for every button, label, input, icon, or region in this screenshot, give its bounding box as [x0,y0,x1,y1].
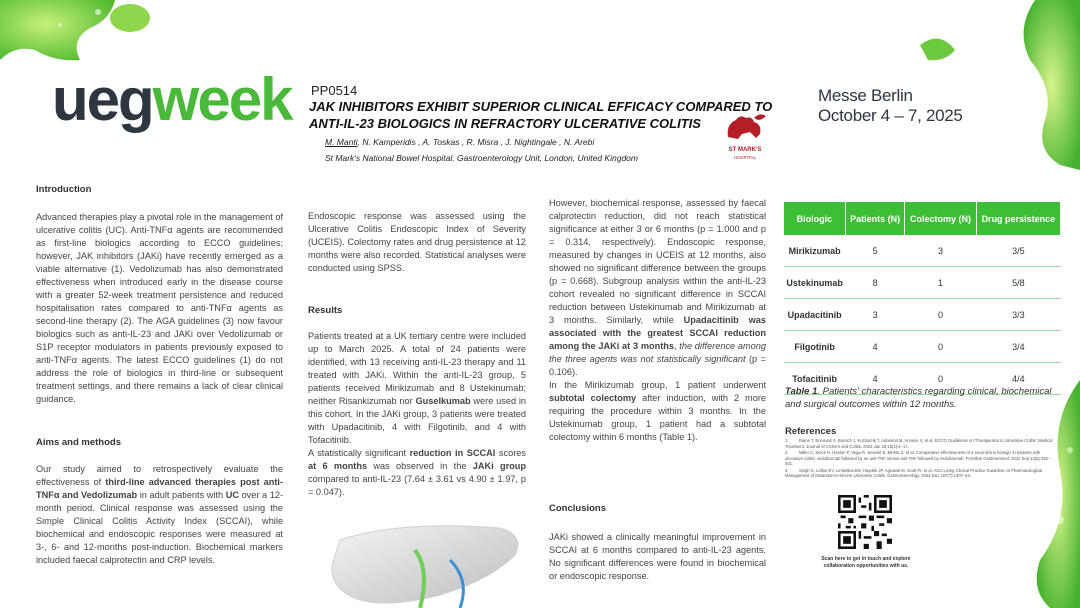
rc-bold-2: subtotal colectomy [549,393,637,403]
introduction-section [36,183,283,406]
conclusions-section [549,502,766,583]
table-header-cell: Biologic [784,202,845,235]
event-venue: Messe Berlin [818,86,913,105]
conclusions-text: JAKi showed a clinically meaningful improvement in SCCAI at 6 months compared to anti-IL-23 agents. No significant differences were found in biochemical or endoscopic response. [549,532,766,581]
poster-code: PP0514 [311,83,358,98]
results-text-4: scores [495,448,526,458]
qr-code-icon[interactable] [838,495,892,549]
ueg-week-logo [52,66,292,133]
reference-item: 1. Raine T, Bonovas S, Burisch J, Kucharzik T, Adamina M, Annese V, et al. ECCO Guidelines on Therapeutics in Ulcerative Colitis: Medical Treatment. Journal of Crohn's and Colitis. 2022 Jan 28;16(1):2–17. [785,438,1053,449]
table-row [784,331,1061,363]
presenting-author: M. Manti [325,137,358,147]
rc-bold-1: Upadacitinib was associated with the greatest SCCAI reduction among the JAKi at 3 months [549,315,766,351]
event-info [818,86,963,126]
table-cell: 3 [845,299,905,331]
table-cell: Upadacitinib [784,299,845,331]
st-marks-logo [720,112,770,158]
table-caption-label: Table 1 [785,386,818,397]
table-cell: Filgotinib [784,331,845,363]
introduction-text: Advanced therapies play a pivotal role in the management of ulcerative colitis (UC). Anti-TNFα agents are recommended as first-line biologics according to ECCO guidelines; however, JAK inhibitors (JAKi) have recently emerged as a viable alternative (1). Vedolizumab has also demonstrated effectiveness when introduced early in the disease course with a greater 52-week treatment persistence and reduced hospitalisation rates compared to anti-TNFα agents as second-line therapy (2). The AGA guidelines (3) now favour biologics such as anti-IL-23 and JAKi over Vedolizumab or S1P receptor modulators in patients previously exposed to anti-TNFα agents. The latest ECCO guidelines (1) do not address the role of biologics in third-line or subsequent treatment settings, and there remains a lack of clear clinical guidance. [36,212,283,404]
other-authors: , N. Kamperidis , A. Toskas , R. Misra , J. Nightingale , N. Arebi [357,137,595,147]
table-cell: Tofacitinib [784,363,845,395]
table-header-cell: Drug persistence [976,202,1060,235]
rc-text-2: , [674,341,680,351]
introduction-heading: Introduction [36,184,92,195]
results-text-2: were used in this cohort. In the JAKi group, 3 patients were treated with Upadacitinib, 4 with Filgotinib, and 4 with Tofacitinib. [308,396,526,445]
table-cell: 5 [845,235,905,267]
title-line-1: JAK INHIBITORS EXHIBIT SUPERIOR CLINICAL EFFICACY COMPARED TO [309,99,773,114]
table-cell: 4 [845,331,905,363]
table-cell: 3/5 [976,235,1060,267]
results-heading: Results [308,305,343,316]
hospital-text: HOSPITAL [734,155,756,160]
reference-item: 2. Miller C, Kieck H, Hanlon P, Vega R, Seward E, Mehta S, et al. Comparative effectiveness of a second-line biologic in patients with ulcerative colitis: vedolizumab followed by an anti-TNF versus anti-TNF followed by vedolizumab. Frontline Gastroenterol. 2022 Sep;13(5):392–401. [785,450,1051,466]
results-text-5: was observed in the [367,461,473,471]
affiliation: St Mark's National Bowel Hospital, Gastroenterology Unit, London, United Kingdom [325,153,638,163]
references-list [785,438,1053,480]
table-cell: Ustekinumab [784,267,845,299]
table-caption-text: . Patients' characteristics regarding clinical, biochemical and surgical outcomes within 12 months. [785,386,1052,410]
table-cell: 4 [845,363,905,395]
results-bold-1: Guselkumab [415,396,471,406]
authors [325,137,594,147]
methods-continued-text: Endoscopic response was assessed using the Ulcerative Colitis Endoscopic Index of Severity (UCEIS). Colectomy rates and drug persistence at 12 months were also recorded. Statistical analyses were conducted using SPSS. [308,211,526,273]
table-header-cell: Patients (N) [845,202,905,235]
rc-text-5: after induction, with 2 more requiring the procedure within 3 months. In the Ustekinumab group, 1 patient had a subtotal colectomy within 6 months (Table 1). [549,393,766,442]
aims-section [36,436,283,567]
results-continued-paragraph-1 [549,197,766,379]
rc-italic-1: the difference among the three agents was not statistically significant [549,341,766,364]
rc-text-3: (p = 0.106). [549,354,766,377]
table-cell: Mirikizumab [784,235,845,267]
methods-continued [308,210,526,275]
table-row [784,299,1061,331]
results-bold-3: at 6 months [308,461,368,471]
qr-caption: Scan here to get in touch and explore collaboration opportunities with us. [821,556,911,569]
results-text-3: A statistically significant [308,448,410,458]
table-cell: 4/4 [976,363,1060,395]
table-cell: 3/4 [976,331,1060,363]
table-row [784,235,1061,267]
table-header-cell: Colectomy (N) [905,202,976,235]
aims-heading: Aims and methods [36,437,121,448]
table-caption [785,385,1061,411]
title-line-2: ANTI-IL-23 BIOLOGICS IN REFRACTORY ULCERATIVE COLITIS [309,116,701,131]
aims-bold-2: UC [225,490,239,500]
rc-text-1: However, biochemical response, assessed by faecal calprotectin reduction, did not reach statistical significance at either 3 or 6 months (p = 1.000 and p = 0.314, respectively). Endoscopic response, measured by changes in UCEIS at 12 months, also showed no significant difference between the groups (p = 0.668). Subgroup analysis within the anti-IL-23 cohort revealed no significant difference in SCCAI reduction between Ustekinumab and Mirikizumab at 3 months. Similarly, while [549,198,766,325]
st-marks-text: ST MARK'S [728,147,762,153]
conclusions-heading: Conclusions [549,503,607,514]
event-dates: October 4 – 7, 2025 [818,106,963,125]
reference-item: 3. Singh S, Loftus EV, Limketkai BN, Haydek JP, Agrawal M, Scott FI, et al. AGA Living Clinical Practice Guideline on Pharmacological Management of Moderate-to-Severe Ulcerative Colitis. Gastroenterology. 2024 Dec;167(7):1307–43. [785,467,1043,478]
results-text-1: Patients treated at a UK tertiary centre were included up to March 2025. A total of 24 patients were identified, with 13 receiving anti-IL-23 therapy and 11 treated with JAKi. Within the anti-IL-23 group, 5 patients received Mirikizumab and 8 Ustekinumab; neither Risankizumab nor [308,331,526,406]
table-cell: 8 [845,267,905,299]
logo-ueg-text: ueg [52,66,153,133]
table-header-row [784,202,1061,235]
results-text-6: compared to anti-IL-23 (7.64 ± 3.61 vs 4.90 ± 1.97, p = 0.047). [308,474,526,497]
results-continued [549,197,766,444]
table-cell: 0 [905,299,976,331]
results-section [308,304,526,499]
aims-text-2: in adult patients with [137,490,226,500]
logo-week-text: week [152,66,292,133]
aims-text-3: over a 12-month period. Clinical response was assessed using the Simple Clinical Colitis Activity Index (SCCAI), while biochemical and endoscopic responses were measured at 3-, 6- and 12-months post-induction. Biochemical markers included faecal calprotectin and CRP levels. [36,490,284,565]
liver-illustration [320,520,535,608]
results-continued-paragraph-2 [549,379,766,444]
table-cell: 0 [905,331,976,363]
rc-text-4: In the Mirikizumab group, 1 patient underwent [549,380,766,390]
table-row [784,267,1061,299]
aims-text [36,463,283,567]
lion-emblem-icon [720,112,770,142]
table-cell: 3/3 [976,299,1060,331]
table-cell: 3 [905,235,976,267]
results-paragraph-2 [308,447,526,499]
aims-text-1: Our study aimed to retrospectively evaluate the effectiveness of [36,464,283,487]
table-cell: 0 [905,363,976,395]
results-bold-4: JAKi group [472,461,527,471]
aims-bold-1: third-line advanced therapies post anti-TNFα and Vedolizumab [36,477,283,500]
results-bold-2: reduction in SCCAI [409,448,496,458]
table-cell: 1 [905,267,976,299]
table-cell: 5/8 [976,267,1060,299]
biologics-table [784,202,1061,395]
top-left-decoration [0,0,160,70]
references-heading: References [785,426,837,437]
results-paragraph-1 [308,330,526,447]
